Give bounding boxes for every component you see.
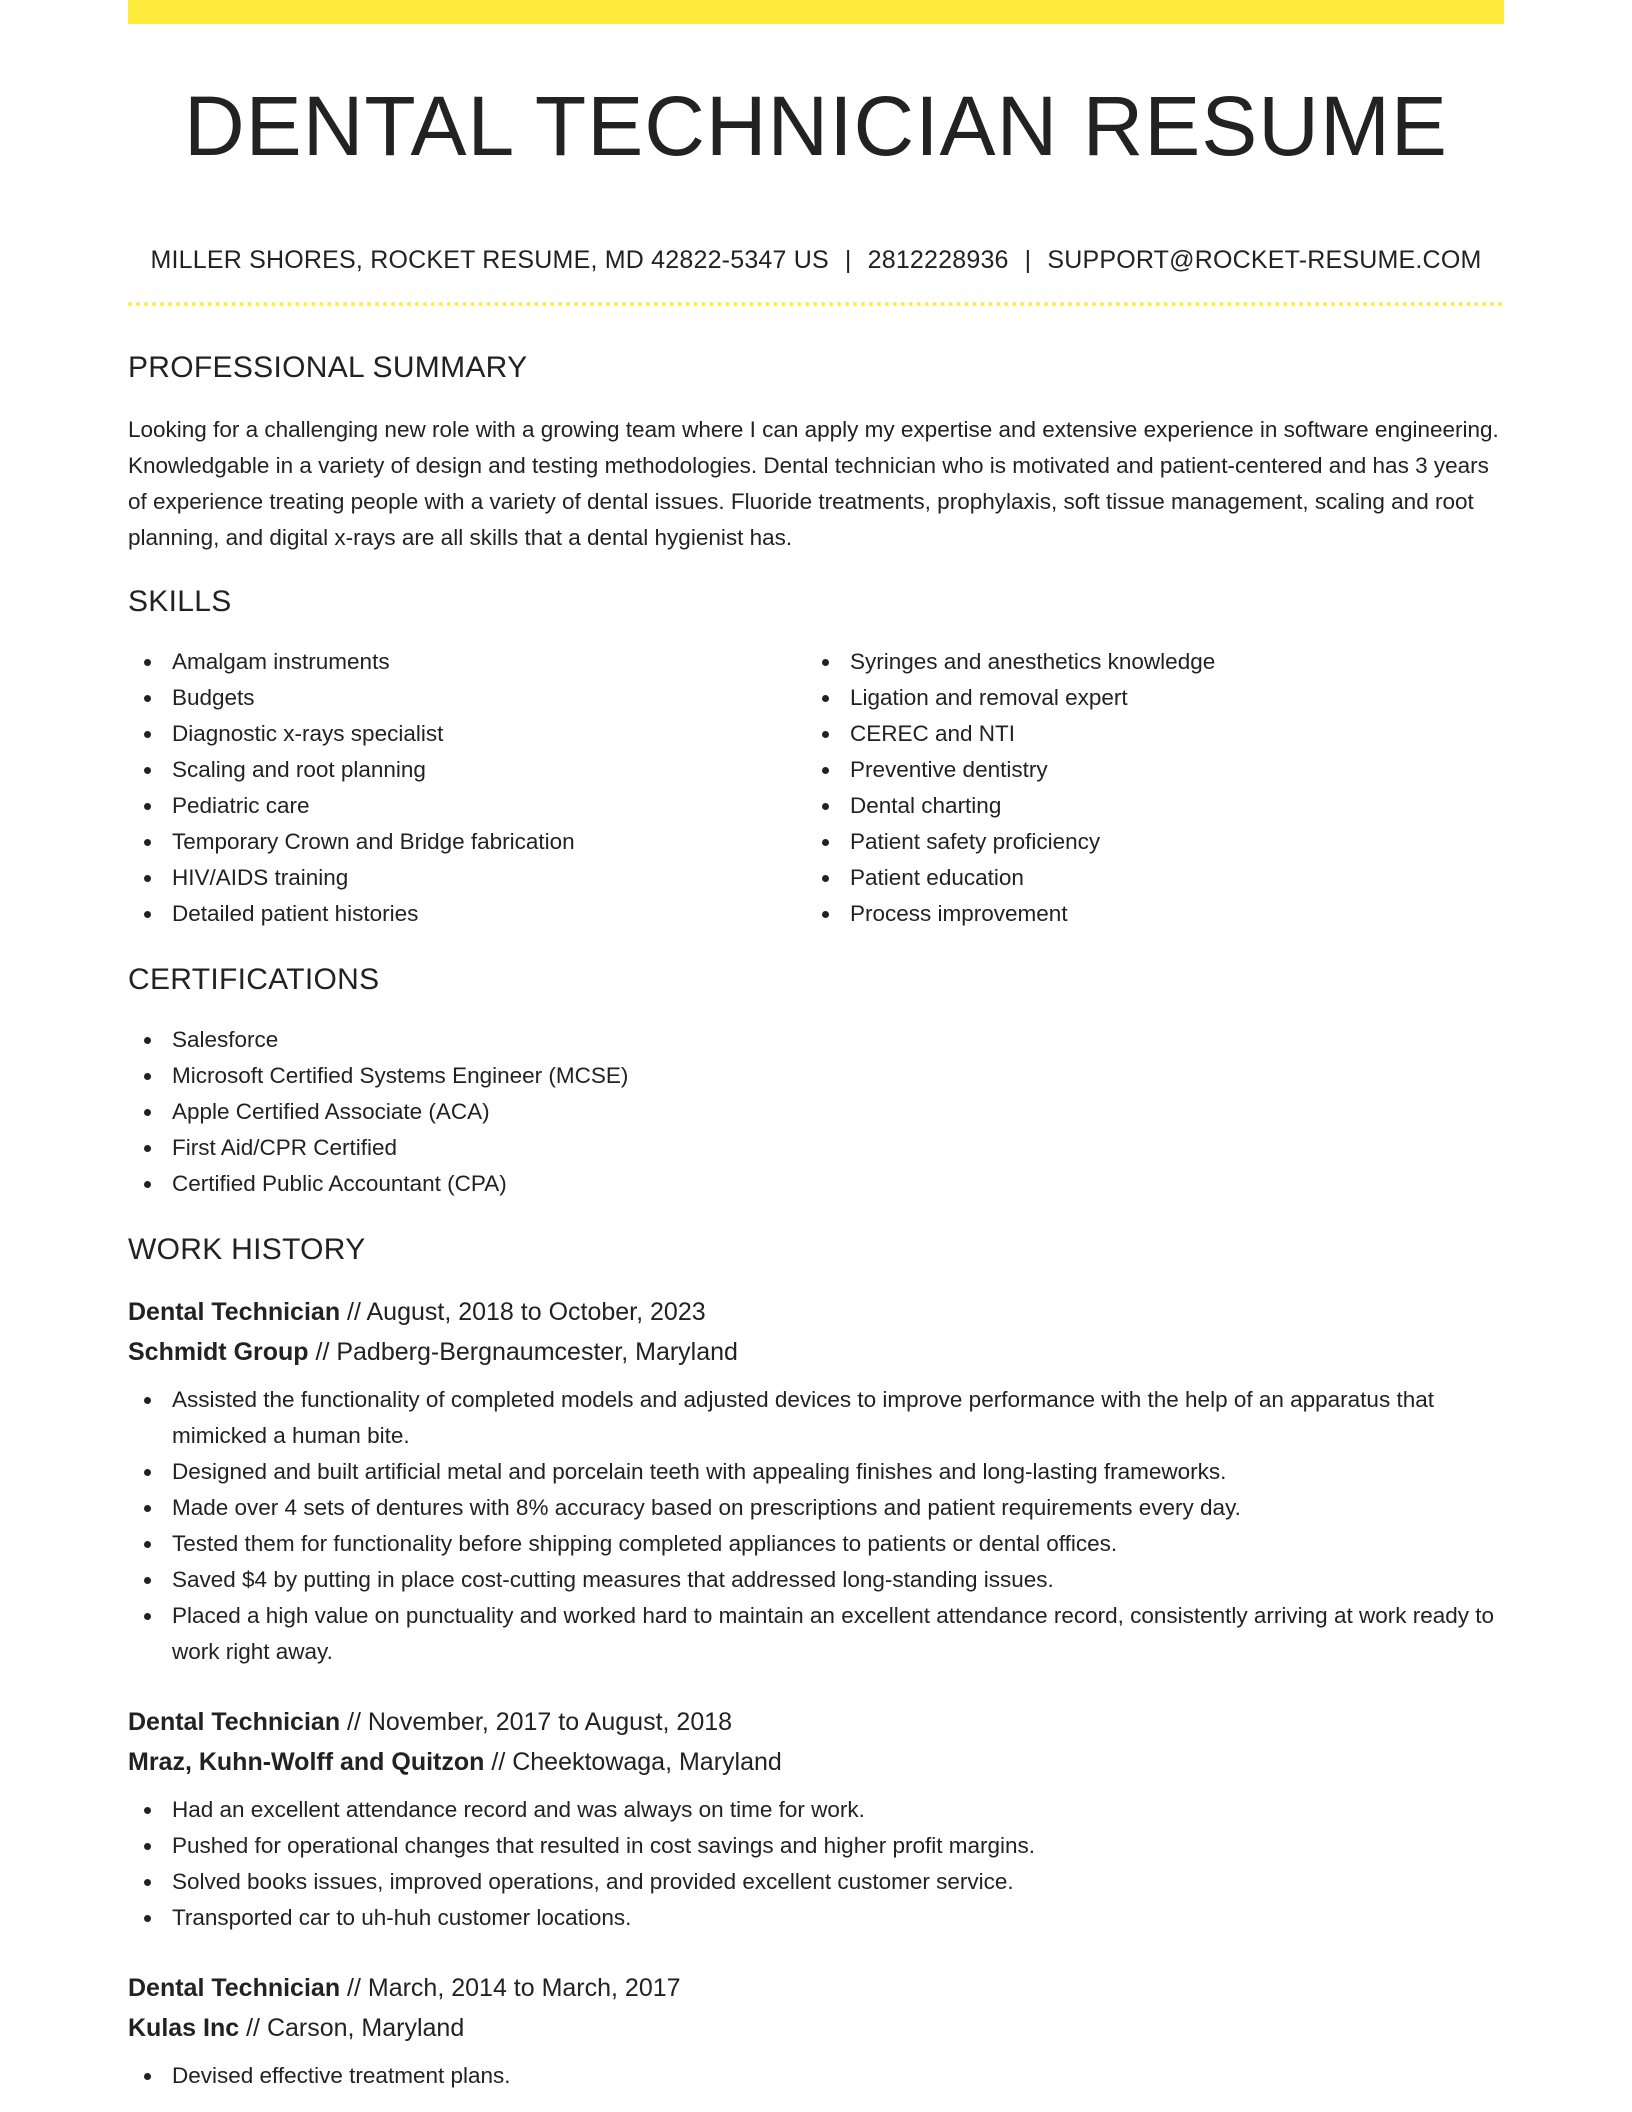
skills-list-left <box>128 644 806 932</box>
skill-item: Temporary Crown and Bridge fabrication <box>128 824 806 860</box>
skill-item: Scaling and root planning <box>128 752 806 788</box>
contact-address: MILLER SHORES, ROCKET RESUME, MD 42822-5347 US <box>150 246 829 274</box>
job-location: // Padberg-Bergnaumcester, Maryland <box>308 1338 738 1366</box>
certifications-list <box>128 1022 1504 1202</box>
job-entry <box>128 1292 1504 1670</box>
skill-item: HIV/AIDS training <box>128 860 806 896</box>
skill-item: Amalgam instruments <box>128 644 806 680</box>
resume-page <box>128 0 1504 2094</box>
skill-item: Patient education <box>806 860 1484 896</box>
job-location: // Cheektowaga, Maryland <box>484 1748 782 1776</box>
skills-list-right <box>806 644 1484 932</box>
skill-item: Budgets <box>128 680 806 716</box>
certification-item: Microsoft Certified Systems Engineer (MCSE) <box>128 1058 1504 1094</box>
job-location: // Carson, Maryland <box>239 2014 465 2042</box>
job-duty: Assisted the functionality of completed models and adjusted devices to improve performance with the help of an apparatus that mimicked a human bite. <box>128 1382 1504 1454</box>
certification-item: Salesforce <box>128 1022 1504 1058</box>
accent-top-bar <box>128 0 1504 24</box>
certification-item: First Aid/CPR Certified <box>128 1130 1504 1166</box>
job-title: Dental Technician <box>128 1298 341 1326</box>
job-duties-list <box>128 1792 1504 1936</box>
skill-item: Syringes and anesthetics knowledge <box>806 644 1484 680</box>
job-duty: Saved $4 by putting in place cost-cutting measures that addressed long-standing issues. <box>128 1562 1504 1598</box>
job-duties-list <box>128 1382 1504 1670</box>
job-duties-list <box>128 2058 1504 2094</box>
certification-item: Apple Certified Associate (ACA) <box>128 1094 1504 1130</box>
job-duty: Solved books issues, improved operations, and provided excellent customer service. <box>128 1864 1504 1900</box>
job-company-line <box>128 1742 1504 1782</box>
job-company: Mraz, Kuhn-Wolff and Quitzon <box>128 1748 485 1776</box>
contact-separator: | <box>844 246 852 274</box>
job-duty: Transported car to uh-huh customer locations. <box>128 1900 1504 1936</box>
job-duty: Pushed for operational changes that resulted in cost savings and higher profit margins. <box>128 1828 1504 1864</box>
skill-item: Pediatric care <box>128 788 806 824</box>
job-title: Dental Technician <box>128 1974 341 2002</box>
job-entry <box>128 1702 1504 1936</box>
summary-heading: PROFESSIONAL SUMMARY <box>128 351 528 384</box>
job-dates: // March, 2014 to March, 2017 <box>340 1974 681 2002</box>
skill-item: Process improvement <box>806 896 1484 932</box>
certification-item: Certified Public Accountant (CPA) <box>128 1166 1504 1202</box>
skill-item: Diagnostic x-rays specialist <box>128 716 806 752</box>
job-dates: // August, 2018 to October, 2023 <box>340 1298 706 1326</box>
job-company: Schmidt Group <box>128 1338 309 1366</box>
job-duty: Devised effective treatment plans. <box>128 2058 1504 2094</box>
job-entry <box>128 1968 1504 2094</box>
job-title-line <box>128 1702 1504 1742</box>
skill-item: Dental charting <box>806 788 1484 824</box>
certifications-heading: CERTIFICATIONS <box>128 963 380 996</box>
job-title-line <box>128 1292 1504 1332</box>
summary-text: Looking for a challenging new role with a growing team where I can apply my expertise and extensive experience in software engineering. Knowledgable in a variety of design and testing methodologies. Dental technician who is motivated and patient-centered and has 3 years of experience treating people with a variety of dental issues. Fluoride treatments, prophylaxis, soft tissue management, scaling and root planning, and digital x-rays are all skills that a dental hygienist has. <box>128 417 1499 550</box>
dotted-divider <box>128 302 1504 306</box>
job-company-line <box>128 1332 1504 1372</box>
job-duty: Placed a high value on punctuality and worked hard to maintain an excellent attendance record, consistently arriving at work ready to work right away. <box>128 1598 1504 1670</box>
skill-item: Patient safety proficiency <box>806 824 1484 860</box>
job-dates: // November, 2017 to August, 2018 <box>340 1708 733 1736</box>
contact-phone: 2812228936 <box>867 246 1009 274</box>
contact-separator: | <box>1024 246 1032 274</box>
job-title-line <box>128 1968 1504 2008</box>
skill-item: Ligation and removal expert <box>806 680 1484 716</box>
job-duty: Made over 4 sets of dentures with 8% accuracy based on prescriptions and patient requirements every day. <box>128 1490 1504 1526</box>
job-company: Kulas Inc <box>128 2014 240 2042</box>
job-duty: Tested them for functionality before shipping completed appliances to patients or dental offices. <box>128 1526 1504 1562</box>
resume-title: DENTAL TECHNICIAN RESUME <box>184 79 1448 173</box>
skill-item: Preventive dentistry <box>806 752 1484 788</box>
skill-item: CEREC and NTI <box>806 716 1484 752</box>
work-history-heading: WORK HISTORY <box>128 1233 366 1266</box>
contact-line <box>128 244 1504 276</box>
contact-email: SUPPORT@ROCKET-RESUME.COM <box>1047 246 1482 274</box>
skill-item: Detailed patient histories <box>128 896 806 932</box>
job-duty: Had an excellent attendance record and was always on time for work. <box>128 1792 1504 1828</box>
skills-grid <box>128 644 1504 932</box>
job-company-line <box>128 2008 1504 2048</box>
skills-heading: SKILLS <box>128 585 232 618</box>
job-duty: Designed and built artificial metal and porcelain teeth with appealing finishes and long-lasting frameworks. <box>128 1454 1504 1490</box>
job-title: Dental Technician <box>128 1708 341 1736</box>
